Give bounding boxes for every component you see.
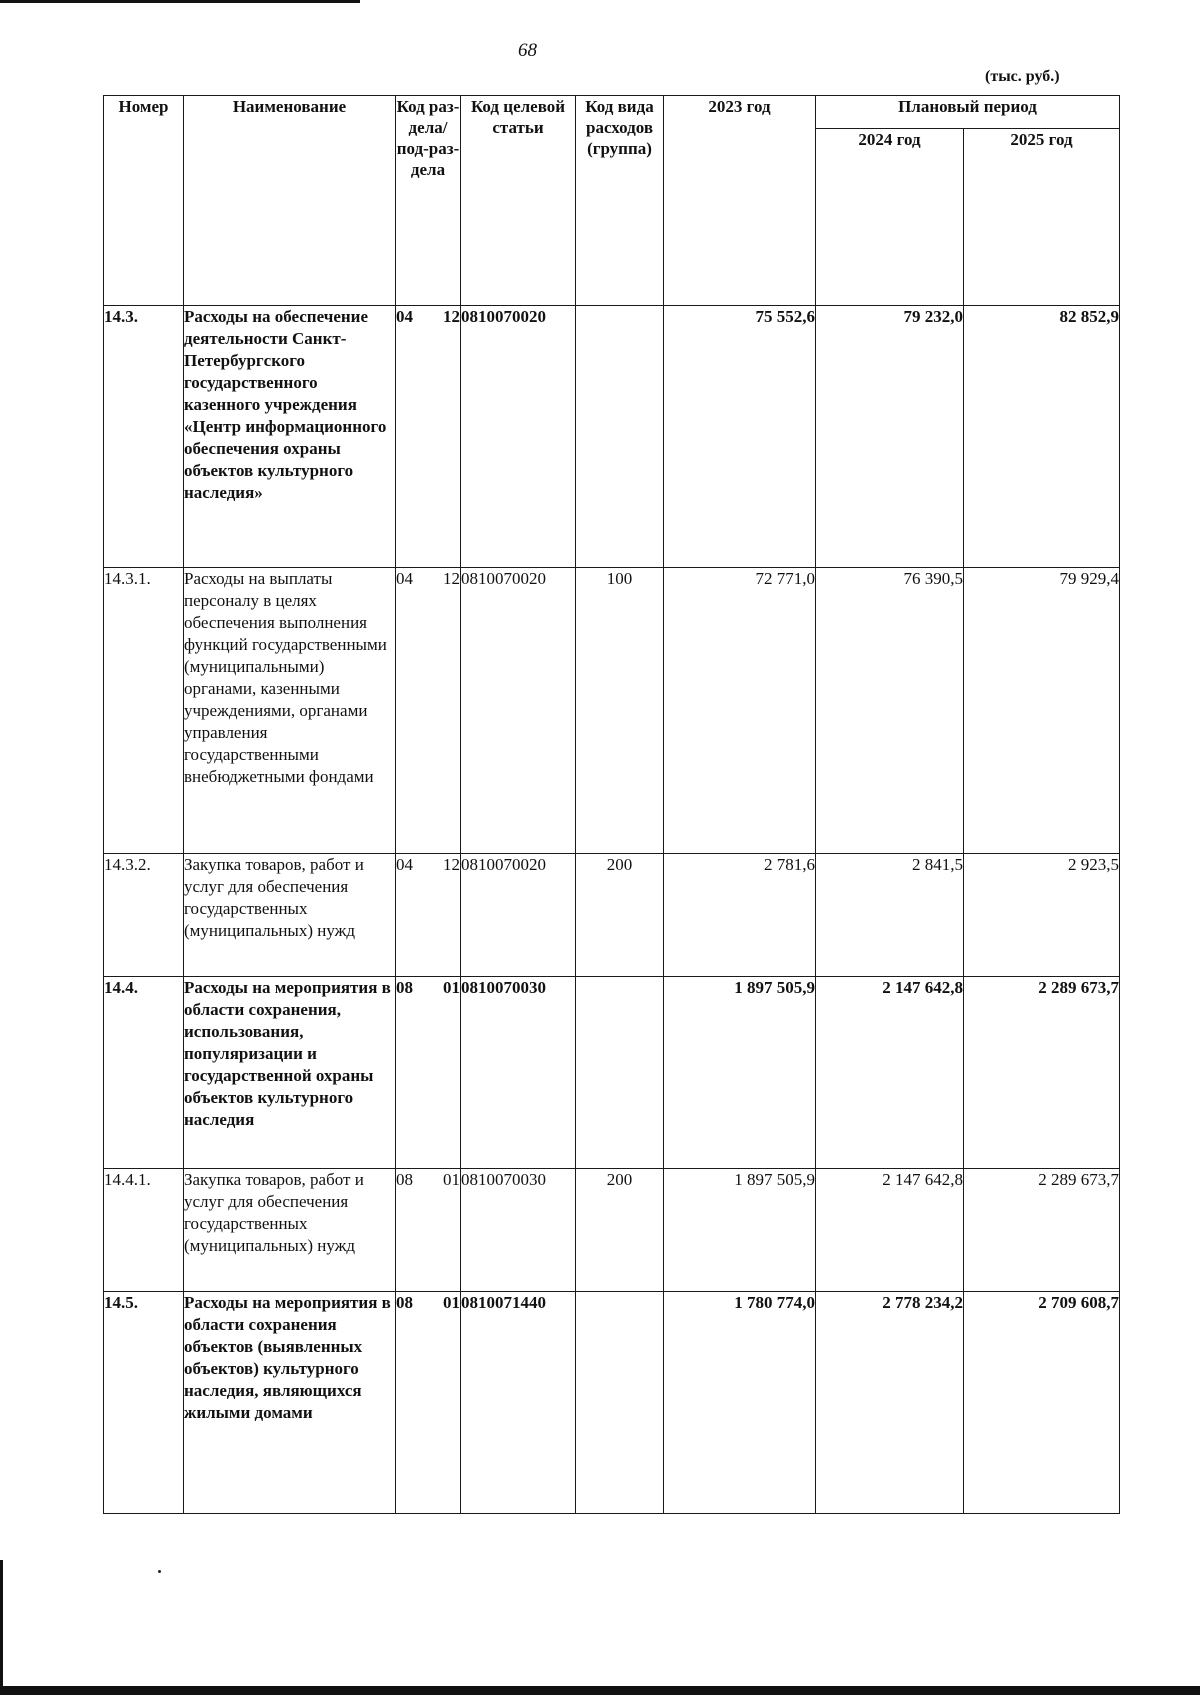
- section-code: 08: [396, 1293, 413, 1312]
- row-expense-kind: 200: [576, 1169, 664, 1292]
- header-name: Наименование: [184, 96, 396, 306]
- row-number: 14.4.1.: [104, 1169, 184, 1292]
- subsection-code: 01: [443, 978, 460, 997]
- header-plan-period: Плановый период: [816, 96, 1120, 129]
- row-section-code: [396, 854, 461, 977]
- row-amount-2023: 1 897 505,9: [664, 1169, 816, 1292]
- row-amount-2024: 2 841,5: [816, 854, 964, 977]
- row-amount-2024: 2 147 642,8: [816, 977, 964, 1169]
- scan-edge-top: [0, 0, 360, 3]
- row-amount-2025: 82 852,9: [964, 306, 1120, 568]
- row-number: 14.3.1.: [104, 568, 184, 854]
- subsection-code: 01: [443, 1293, 460, 1312]
- subsection-code: 01: [443, 1170, 460, 1189]
- subsection-code: 12: [443, 569, 460, 588]
- row-number: 14.3.: [104, 306, 184, 568]
- row-name: Закупка товаров, работ и услуг для обеспечения государственных (муниципальных) нужд: [184, 854, 396, 977]
- row-amount-2023: 1 897 505,9: [664, 977, 816, 1169]
- row-expense-kind: [576, 306, 664, 568]
- row-target-code: 0810070030: [461, 1169, 576, 1292]
- row-amount-2023: 75 552,6: [664, 306, 816, 568]
- row-name: Расходы на мероприятия в области сохранения объектов (выявленных объектов) культурного наследия, являющихся жилыми домами: [184, 1292, 396, 1514]
- row-amount-2025: 2 289 673,7: [964, 1169, 1120, 1292]
- row-amount-2023: 72 771,0: [664, 568, 816, 854]
- header-year-2025: 2025 год: [964, 129, 1120, 306]
- table-row: [104, 1292, 1120, 1514]
- row-section-code: [396, 977, 461, 1169]
- row-amount-2024: 2 147 642,8: [816, 1169, 964, 1292]
- row-target-code: 0810070020: [461, 568, 576, 854]
- row-section-code: [396, 306, 461, 568]
- row-amount-2024: 2 778 234,2: [816, 1292, 964, 1514]
- row-section-code: [396, 1292, 461, 1514]
- section-code: 04: [396, 569, 413, 588]
- row-amount-2025: 2 923,5: [964, 854, 1120, 977]
- row-amount-2024: 79 232,0: [816, 306, 964, 568]
- header-year-2024: 2024 год: [816, 129, 964, 306]
- row-name: Расходы на обеспечение деятельности Санкт-Петербургского государственного казенного учреждения «Центр информационного обеспечения охраны объектов культурного наследия»: [184, 306, 396, 568]
- subsection-code: 12: [443, 855, 460, 874]
- section-code: 04: [396, 307, 413, 326]
- row-name: Расходы на выплаты персоналу в целях обеспечения выполнения функций государственными (муниципальными) органами, казенными учреждениями, органами управления государственными внебюджетными фондами: [184, 568, 396, 854]
- table-row: [104, 854, 1120, 977]
- row-target-code: 0810070020: [461, 306, 576, 568]
- page-number: 68: [518, 40, 537, 61]
- row-number: 14.5.: [104, 1292, 184, 1514]
- subsection-code: 12: [443, 307, 460, 326]
- table-header: [104, 96, 1120, 306]
- row-expense-kind: [576, 1292, 664, 1514]
- scan-speck: [158, 1570, 161, 1573]
- row-amount-2025: 79 929,4: [964, 568, 1120, 854]
- row-expense-kind: [576, 977, 664, 1169]
- budget-table: [103, 95, 1120, 1514]
- header-year-2023: 2023 год: [664, 96, 816, 306]
- row-section-code: [396, 568, 461, 854]
- units-label: (тыс. руб.): [985, 68, 1060, 85]
- header-target-code: Код целевой статьи: [461, 96, 576, 306]
- table-row: [104, 306, 1120, 568]
- row-amount-2024: 76 390,5: [816, 568, 964, 854]
- row-amount-2025: 2 709 608,7: [964, 1292, 1120, 1514]
- row-target-code: 0810070020: [461, 854, 576, 977]
- row-amount-2025: 2 289 673,7: [964, 977, 1120, 1169]
- row-name: Закупка товаров, работ и услуг для обеспечения государственных (муниципальных) нужд: [184, 1169, 396, 1292]
- row-name: Расходы на мероприятия в области сохранения, использования, популяризации и государственной охраны объектов культурного наследия: [184, 977, 396, 1169]
- row-expense-kind: 100: [576, 568, 664, 854]
- scan-edge-bottom: [0, 1686, 1200, 1695]
- section-code: 08: [396, 978, 413, 997]
- row-target-code: 0810071440: [461, 1292, 576, 1514]
- table-row: [104, 568, 1120, 854]
- row-number: 14.4.: [104, 977, 184, 1169]
- section-code: 04: [396, 855, 413, 874]
- table-row: [104, 1169, 1120, 1292]
- table-row: [104, 977, 1120, 1169]
- row-expense-kind: 200: [576, 854, 664, 977]
- header-section-code: Код раз-дела/ под-раз-дела: [396, 96, 461, 306]
- row-target-code: 0810070030: [461, 977, 576, 1169]
- scan-edge-left: [0, 1560, 3, 1690]
- header-number: Номер: [104, 96, 184, 306]
- row-number: 14.3.2.: [104, 854, 184, 977]
- header-expense-kind: Код вида расходов (группа): [576, 96, 664, 306]
- row-amount-2023: 1 780 774,0: [664, 1292, 816, 1514]
- row-section-code: [396, 1169, 461, 1292]
- row-amount-2023: 2 781,6: [664, 854, 816, 977]
- section-code: 08: [396, 1170, 413, 1189]
